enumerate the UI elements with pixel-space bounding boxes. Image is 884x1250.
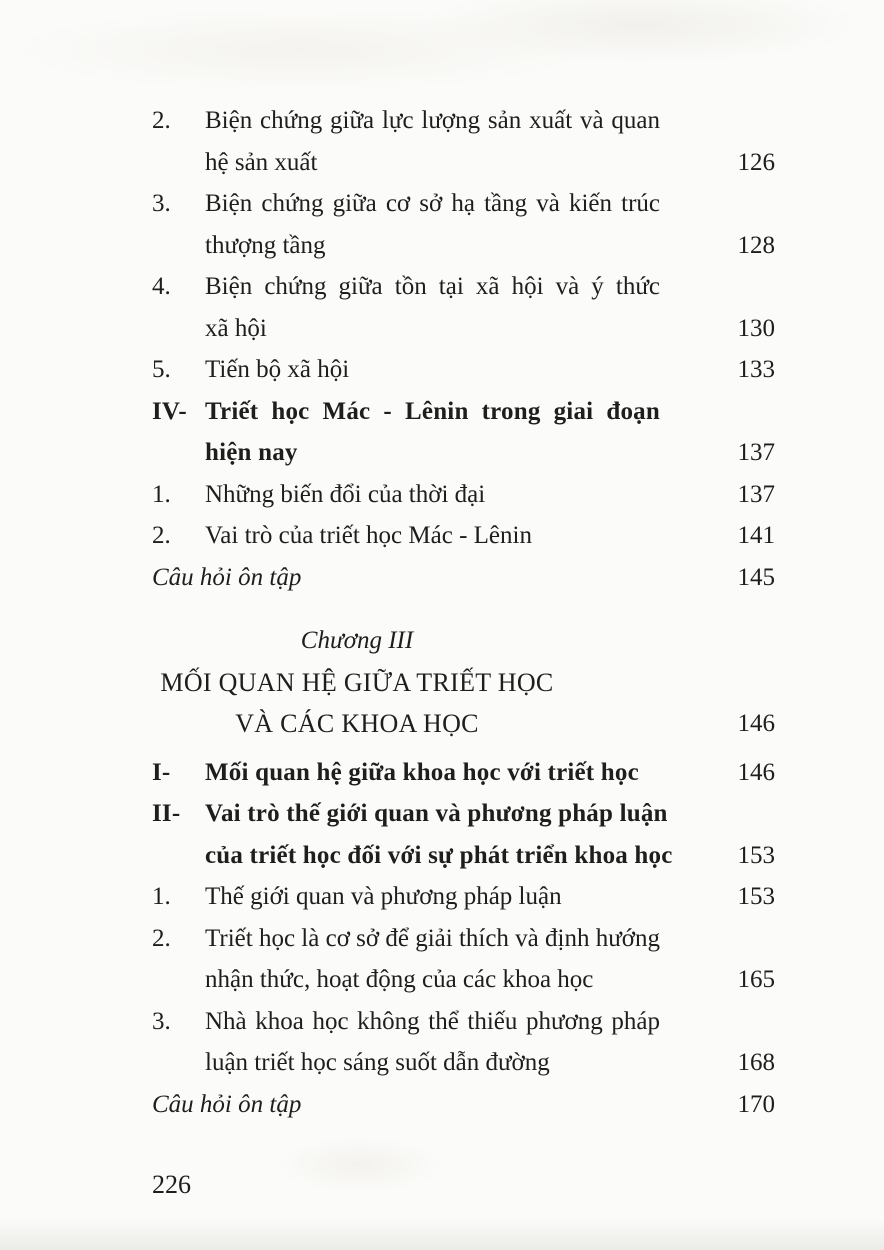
entry-number: 5. bbox=[152, 356, 171, 383]
entry-text: của triết học đối với sự phát triển khoa học bbox=[205, 841, 673, 869]
entry-page-number: 170 bbox=[737, 1090, 775, 1118]
toc-entry-ii-1 bbox=[152, 876, 775, 918]
entry-text: Triết học là cơ sở để giải thích và định hướng bbox=[205, 924, 660, 952]
toc-entry-5 bbox=[152, 349, 775, 391]
toc-entry-4 bbox=[152, 266, 775, 349]
entry-page-number: 137 bbox=[737, 480, 775, 508]
entry-text: Biện chứng giữa tồn tại xã hội và ý thức bbox=[205, 273, 660, 300]
entry-text: Vai trò của triết học Mác - Lênin bbox=[205, 522, 532, 549]
toc-entry-3 bbox=[152, 183, 775, 266]
table-of-contents bbox=[152, 100, 775, 1125]
entry-text: Câu hỏi ôn tập bbox=[152, 1090, 302, 1118]
entry-text: Biện chứng giữa cơ sở hạ tầng và kiến trúc bbox=[205, 190, 660, 217]
entry-number: II- bbox=[152, 800, 181, 827]
toc-entry-iv-2 bbox=[152, 515, 775, 557]
folio-page-number: 226 bbox=[152, 1170, 191, 1199]
entry-page-number: 141 bbox=[737, 522, 775, 549]
entry-number: 3. bbox=[152, 1007, 171, 1035]
entry-text: Những biến đổi của thời đại bbox=[205, 480, 486, 508]
toc-entry-iv bbox=[152, 391, 775, 474]
chapter-heading bbox=[152, 620, 775, 745]
entry-text: Thế giới quan và phương pháp luận bbox=[205, 883, 562, 910]
entry-text: hệ sản xuất bbox=[205, 148, 318, 176]
entry-number: 3. bbox=[152, 190, 171, 217]
toc-entry-ii-3 bbox=[152, 1001, 775, 1084]
entry-number: 2. bbox=[152, 924, 171, 952]
entry-page-number: 137 bbox=[737, 439, 775, 466]
entry-text: thượng tầng bbox=[205, 231, 326, 259]
entry-text: Biện chứng giữa lực lượng sản xuất và quan bbox=[205, 107, 660, 134]
chapter-page-number: 146 bbox=[737, 710, 775, 737]
chapter-heading-lines bbox=[152, 620, 562, 745]
toc-entry-2 bbox=[152, 100, 775, 183]
entry-page-number: 145 bbox=[737, 563, 775, 591]
entry-page-number: 153 bbox=[737, 841, 775, 869]
entry-number: IV- bbox=[152, 397, 187, 425]
entry-page-number: 146 bbox=[737, 758, 775, 786]
entry-number: 2. bbox=[152, 522, 171, 549]
entry-page-number: 126 bbox=[737, 148, 775, 176]
toc-entry-review-questions-1 bbox=[152, 557, 775, 599]
entry-number: 4. bbox=[152, 273, 171, 300]
chapter-title-line-2: VÀ CÁC KHOA HỌC bbox=[235, 709, 479, 738]
entry-text: nhận thức, hoạt động của các khoa học bbox=[205, 966, 594, 993]
toc-entry-review-questions-2 bbox=[152, 1084, 775, 1126]
entry-text: xã hội bbox=[205, 314, 267, 342]
entry-page-number: 168 bbox=[737, 1049, 775, 1076]
entry-text: luận triết học sáng suốt dẫn đường bbox=[205, 1049, 550, 1076]
entry-page-number: 133 bbox=[737, 356, 775, 383]
entry-page-number: 165 bbox=[737, 966, 775, 993]
entry-number: 1. bbox=[152, 480, 171, 508]
toc-entry-ii-2 bbox=[152, 918, 775, 1001]
entry-number: 2. bbox=[152, 107, 171, 134]
toc-entry-ii bbox=[152, 793, 775, 876]
entry-text: hiện nay bbox=[205, 439, 298, 466]
toc-entry-iv-1 bbox=[152, 474, 775, 516]
entry-number: I- bbox=[152, 758, 171, 786]
entry-text: Triết học Mác - Lênin trong giai đoạn bbox=[205, 397, 660, 425]
entry-page-number: 130 bbox=[737, 314, 775, 342]
chapter-title-line-1: MỐI QUAN HỆ GIỮA TRIẾT HỌC bbox=[160, 667, 554, 697]
entry-text: Vai trò thế giới quan và phương pháp luận bbox=[205, 800, 668, 827]
toc-entry-i bbox=[152, 752, 775, 794]
entry-page-number: 128 bbox=[737, 231, 775, 259]
entry-number: 1. bbox=[152, 883, 171, 910]
entry-text: Mối quan hệ giữa khoa học với triết học bbox=[205, 758, 639, 786]
entry-text: Nhà khoa học không thể thiếu phương pháp bbox=[205, 1007, 660, 1035]
entry-page-number: 153 bbox=[737, 883, 775, 910]
chapter-kicker: Chương III bbox=[300, 627, 414, 654]
entry-text: Câu hỏi ôn tập bbox=[152, 563, 302, 591]
entry-text: Tiến bộ xã hội bbox=[205, 356, 350, 383]
